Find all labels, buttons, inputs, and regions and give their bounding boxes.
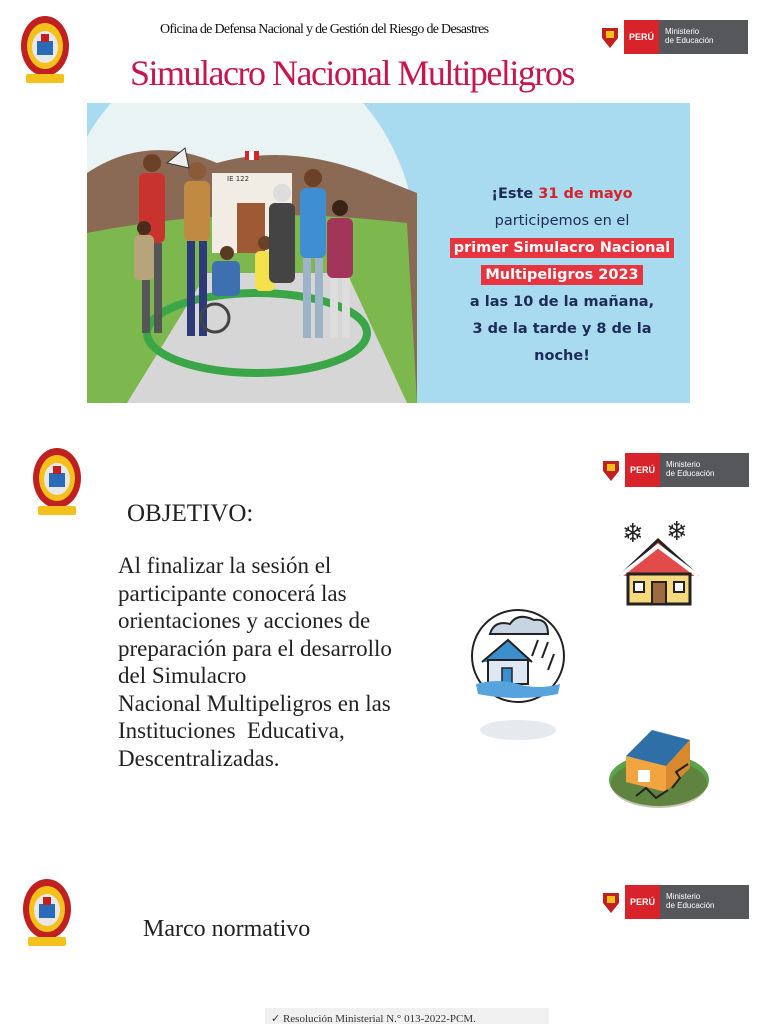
office-name: Oficina de Defensa Nacional y de Gestión del Riesgo de Desastres [160, 22, 489, 37]
ministry-label-line2: de Educación [666, 469, 715, 478]
peru-coat-of-arms-icon [601, 891, 621, 913]
objective-text [118, 552, 438, 772]
objective-heading: OBJETIVO: [127, 500, 254, 527]
objective-line: Instituciones Educativa, [118, 718, 345, 743]
objective-line: Nacional Multipeligros en las [118, 690, 391, 716]
simulation-banner [87, 103, 690, 403]
framework-heading: Marco normativo [143, 916, 311, 942]
ministry-label-line1: Ministerio [666, 460, 701, 469]
earthquake-house-icon [606, 726, 712, 810]
banner-highlight-1: primer Simulacro Nacional [450, 238, 675, 258]
peru-label: PERÚ [624, 20, 659, 54]
objective-line: participante conocerá las [118, 580, 347, 606]
banner-line1-pre: ¡Este [491, 186, 539, 202]
objective-line: preparación para el desarrollo [118, 635, 392, 661]
peru-coat-of-arms-icon [600, 26, 620, 48]
peru-coat-of-arms-icon [601, 459, 621, 481]
minedu-logo [597, 885, 749, 919]
university-seal-icon [32, 446, 82, 518]
svg-text:❄: ❄ [666, 517, 688, 547]
resolution-item: ✓ Resolución Ministerial N.° 013-2022-PCM. [265, 1008, 549, 1024]
university-seal-icon [20, 14, 70, 86]
ministry-label-line2: de Educación [666, 901, 715, 910]
banner-message [447, 181, 677, 370]
university-seal-icon [22, 877, 72, 949]
peru-label: PERÚ [625, 453, 660, 487]
objective-line: Descentralizadas. [118, 745, 280, 771]
objective-line: Al finalizar la sesión el [118, 553, 332, 578]
banner-line1-post: participemos en el [494, 213, 630, 229]
banner-line4: a las 10 de la mañana, [469, 294, 655, 310]
peru-label: PERÚ [625, 885, 660, 919]
banner-line5: 3 de la tarde y 8 de la noche! [472, 321, 652, 364]
flood-house-icon [468, 606, 570, 746]
minedu-logo [596, 20, 748, 54]
page-title: Simulacro Nacional Multipeligros [130, 53, 574, 93]
banner-highlight-2: Multipeligros 2023 [481, 265, 642, 285]
objective-line: del Simulacro [118, 663, 247, 688]
minedu-logo [597, 453, 749, 487]
ministry-label-line1: Ministerio [666, 892, 701, 901]
school-sign: IE 122 [227, 175, 250, 183]
banner-date: 31 de mayo [538, 186, 633, 202]
ministry-label-line1: Ministerio [665, 27, 700, 36]
snow-house-icon [614, 514, 702, 608]
ministry-label-line2: de Educación [665, 36, 714, 45]
svg-text:❄: ❄ [622, 519, 644, 549]
objective-line: orientaciones y acciones de [118, 608, 371, 633]
